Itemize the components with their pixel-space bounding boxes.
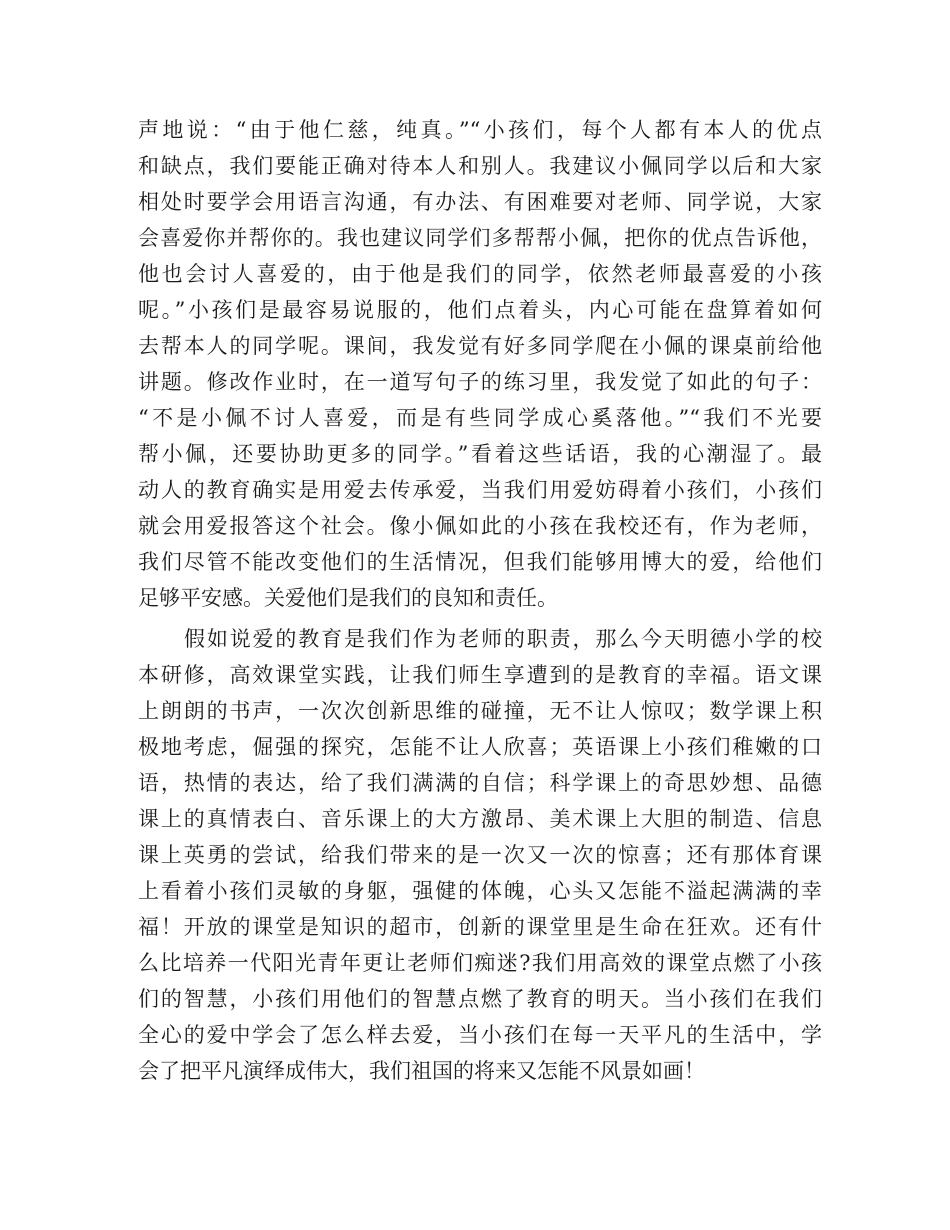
paragraph-1-line: 和缺点，我们要能正确对待本人和别人。我建议小佩同学以后和大家 <box>138 154 822 178</box>
paragraph-1-line: 相处时要学会用语言沟通，有办法、有困难要对老师、同学说，大家 <box>138 190 822 214</box>
paragraph-1-line: 我们尽管不能改变他们的生活情况，但我们能够用博大的爱，给他们 <box>138 550 822 574</box>
paragraph-1-line: “不是小佩不讨人喜爱，而是有些同学成心奚落他。”“我们不光要 <box>138 406 822 430</box>
paragraph-2-line: 全心的爱中学会了怎么样去爱，当小孩们在每一天平凡的生活中，学 <box>138 1023 822 1047</box>
paragraph-2-line: 课上的真情表白、音乐课上的大方激昂、美术课上大胆的制造、信息 <box>138 807 822 831</box>
paragraph-1-line: 去帮本人的同学呢。课间，我发觉有好多同学爬在小佩的课桌前给他 <box>138 334 822 358</box>
paragraph-1-line: 会喜爱你并帮你的。我也建议同学们多帮帮小佩，把你的优点告诉他， <box>138 226 822 250</box>
paragraph-2-line: 上看着小孩们灵敏的身躯，强健的体魄，心头又怎能不溢起满满的幸 <box>138 879 822 903</box>
paragraph-1-line: 足够平安感。关爱他们是我们的良知和责任。 <box>138 586 558 610</box>
paragraph-2-line: 语，热情的表达，给了我们满满的自信；科学课上的奇思妙想、品德 <box>138 771 822 795</box>
paragraph-1-line: 他也会讨人喜爱的，由于他是我们的同学，依然老师最喜爱的小孩 <box>138 262 822 286</box>
paragraph-2-line: 本研修，高效课堂实践，让我们师生享遭到的是教育的幸福。语文课 <box>138 663 822 687</box>
paragraph-2-line: 极地考虑，倔强的探究，怎能不让人欣喜；英语课上小孩们稚嫩的口 <box>138 735 822 759</box>
paragraph-1-line: 呢。”小孩们是最容易说服的，他们点着头，内心可能在盘算着如何 <box>138 298 822 322</box>
paragraph-1-line: 动人的教育确实是用爱去传承爱，当我们用爱妨碍着小孩们，小孩们 <box>138 478 822 502</box>
paragraph-2-line: 上朗朗的书声，一次次创新思维的碰撞，无不让人惊叹；数学课上积 <box>138 699 822 723</box>
paragraph-1-line: 声地说：“由于他仁慈，纯真。”“小孩们，每个人都有本人的优点 <box>138 118 822 142</box>
paragraph-2-line: 假如说爱的教育是我们作为老师的职责，那么今天明德小学的校 <box>184 627 822 651</box>
paragraph-2-line: 们的智慧，小孩们用他们的智慧点燃了教育的明天。当小孩们在我们 <box>138 987 822 1011</box>
paragraph-2-line: 课上英勇的尝试，给我们带来的是一次又一次的惊喜；还有那体育课 <box>138 843 822 867</box>
paragraph-2-line: 福！开放的课堂是知识的超市，创新的课堂里是生命在狂欢。还有什 <box>138 915 822 939</box>
paragraph-1-line: 就会用爱报答这个社会。像小佩如此的小孩在我校还有，作为老师， <box>138 514 822 538</box>
paragraph-1-line: 帮小佩，还要协助更多的同学。”看着这些话语，我的心潮湿了。最 <box>138 442 822 466</box>
paragraph-1-line: 讲题。修改作业时，在一道写句子的练习里，我发觉了如此的句子： <box>138 370 822 394</box>
paragraph-2-line: 会了把平凡演绎成伟大，我们祖国的将来又怎能不风景如画！ <box>138 1059 705 1083</box>
paragraph-2-line: 么比培养一代阳光青年更让老师们痴迷?我们用高效的课堂点燃了小孩 <box>138 951 822 975</box>
